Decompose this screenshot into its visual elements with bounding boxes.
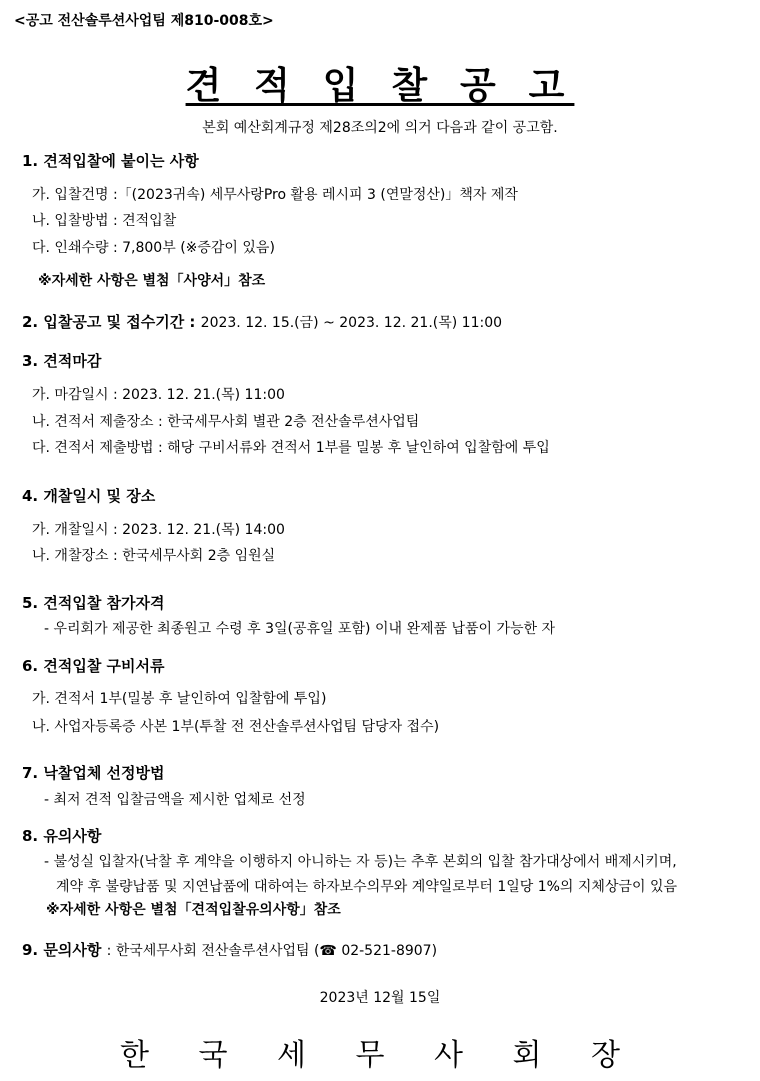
section-8-note: ※자세한 사항은 별첨「견적입찰유의사항」참조 <box>46 902 341 918</box>
section-3-item-a: 가. 마감일시 : 2023. 12. 21.(목) 11:00 <box>32 387 285 403</box>
page-title <box>0 55 760 109</box>
intro-text: 본회 예산회계규정 제28조의2에 의거 다음과 같이 공고함. <box>202 120 558 136</box>
section-8-dash-1: - 불성실 입찰자(낙찰 후 계약을 이행하지 아니하는 자 등)는 추후 본회의 입찰 참가대상에서 배제시키며, <box>44 854 677 870</box>
section-6-heading: 6. 견적입찰 구비서류 <box>22 657 165 675</box>
section-2-heading-text: 2. 입찰공고 및 접수기간 : <box>22 313 196 331</box>
section-2-heading <box>22 311 502 332</box>
section-2-period: 2023. 12. 15.(금) ~ 2023. 12. 21.(목) 11:00 <box>200 315 503 331</box>
section-5-dash: - 우리회가 제공한 최종원고 수령 후 3일(공휴일 포함) 이내 완제품 납품이 가능한 자 <box>44 621 556 637</box>
section-3-item-b: 나. 견적서 제출장소 : 한국세무사회 별관 2층 전산솔루션사업팀 <box>32 414 420 430</box>
section-8-dash-2: 계약 후 불량납품 및 지연납품에 대하여는 하자보수의무와 계약일로부터 1일당 1%의 지체상금이 있음 <box>56 879 678 895</box>
title-text: 견 적 입 찰 공 고 <box>185 64 575 107</box>
notice-number: <공고 전산솔루션사업팀 제810-008호> <box>14 13 274 29</box>
section-1-note: ※자세한 사항은 별첨「사양서」참조 <box>38 273 266 289</box>
section-6-item-a: 가. 견적서 1부(밀봉 후 날인하여 입찰함에 투입) <box>32 691 327 707</box>
section-4-item-a: 가. 개찰일시 : 2023. 12. 21.(목) 14:00 <box>32 522 285 538</box>
section-4-item-b: 나. 개찰장소 : 한국세무사회 2층 임원실 <box>32 548 276 564</box>
notice-date: 2023년 12월 15일 <box>319 990 441 1006</box>
section-8-heading: 8. 유의사항 <box>22 827 102 845</box>
section-1-item-c: 다. 인쇄수량 : 7,800부 (※증감이 있음) <box>32 240 275 256</box>
section-6-item-b: 나. 사업자등록증 사본 1부(투찰 전 전산솔루션사업팀 담당자 접수) <box>32 719 440 735</box>
section-9-heading-text: 9. 문의사항 <box>22 941 102 959</box>
section-3-item-c: 다. 견적서 제출방법 : 해당 구비서류와 견적서 1부를 밀봉 후 날인하여 입찰함에 투입 <box>32 440 550 456</box>
section-9-heading <box>22 939 437 960</box>
section-1-heading: 1. 견적입찰에 붙이는 사항 <box>22 152 199 170</box>
section-1-item-a: 가. 입찰건명 :「(2023귀속) 세무사랑Pro 활용 레시피 3 (연말정산)」책자 제작 <box>32 187 518 203</box>
signature: 한 국 세 무 사 회 장 <box>119 1038 641 1073</box>
section-7-heading: 7. 낙찰업체 선정방법 <box>22 764 165 782</box>
section-5-heading: 5. 견적입찰 참가자격 <box>22 594 165 612</box>
section-3-heading: 3. 견적마감 <box>22 352 102 370</box>
section-1-item-b: 나. 입찰방법 : 견적입찰 <box>32 213 177 229</box>
section-4-heading: 4. 개찰일시 및 장소 <box>22 487 156 505</box>
section-9-contact: : 한국세무사회 전산솔루션사업팀 (☎ 02-521-8907) <box>106 943 438 959</box>
section-7-dash: - 최저 견적 입찰금액을 제시한 업체로 선정 <box>44 792 306 808</box>
